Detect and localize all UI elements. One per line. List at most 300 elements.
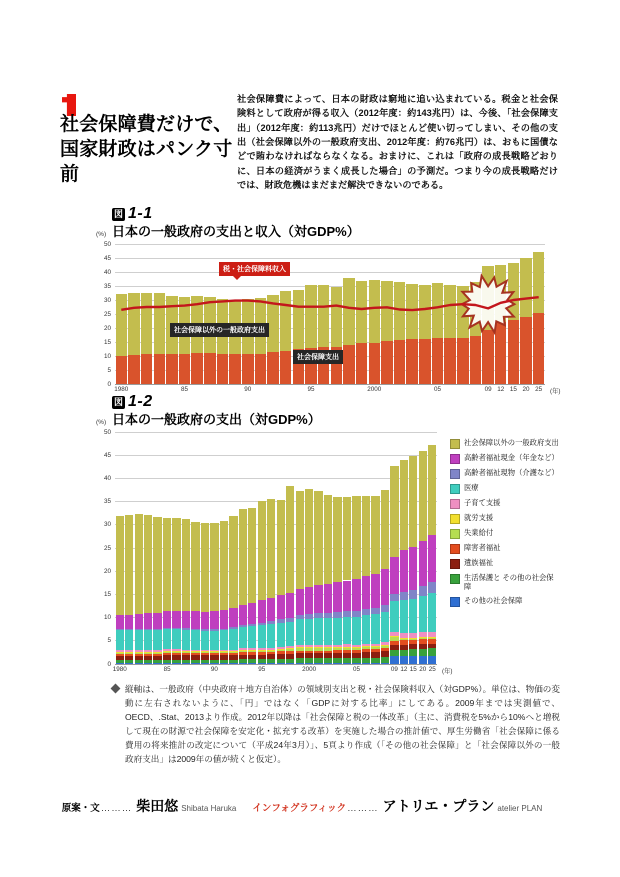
bar-segment — [191, 663, 199, 664]
bar-segment — [239, 659, 247, 662]
bar-segment — [400, 639, 408, 641]
bar-segment — [277, 500, 285, 595]
y-tick-label: 0 — [107, 380, 111, 388]
bar-segment — [116, 615, 124, 629]
bar-segment — [220, 629, 228, 630]
bar-segment — [267, 621, 275, 624]
figure-number: 1-2 — [128, 393, 153, 410]
bar-segment — [369, 343, 380, 384]
bar-segment — [305, 653, 313, 658]
bar-segment — [248, 659, 256, 662]
bar-segment — [314, 613, 322, 618]
bar-segment — [428, 637, 436, 638]
bar-segment — [296, 615, 304, 619]
bar-segment — [153, 652, 161, 654]
bar-segment — [343, 647, 351, 649]
legend-item — [450, 573, 560, 592]
bar-segment — [153, 517, 161, 612]
legend-item — [450, 453, 560, 464]
bar-segment — [470, 282, 481, 336]
bar-segment — [182, 653, 190, 655]
bar-segment — [239, 625, 247, 627]
bar-segment — [428, 639, 436, 644]
bar-segment — [239, 652, 247, 654]
bar-segment — [432, 283, 443, 338]
bar-segment — [144, 515, 152, 613]
bar-segment — [381, 490, 389, 570]
legend-swatch-icon — [450, 574, 460, 584]
bar-segment — [409, 599, 417, 633]
bar-segment — [277, 649, 285, 651]
bar-segment — [248, 624, 256, 626]
bar-segment — [163, 651, 171, 653]
bar-segment — [390, 656, 398, 664]
bar-segment — [258, 648, 266, 650]
bar-segment — [419, 339, 430, 384]
bar-segment — [125, 660, 133, 662]
bar-segment — [409, 644, 417, 649]
bar-segment — [163, 653, 171, 655]
bar-segment — [125, 656, 133, 661]
gridline — [115, 272, 545, 273]
bar-segment — [135, 656, 143, 661]
bar-segment — [457, 286, 468, 338]
bar-segment — [333, 497, 341, 583]
bar-segment — [135, 614, 143, 629]
bar-segment — [305, 658, 313, 662]
bar-segment — [381, 657, 389, 663]
bar-segment — [419, 639, 427, 644]
legend-item — [450, 483, 560, 494]
bar-segment — [135, 629, 143, 630]
bar-segment — [144, 654, 152, 655]
bar-segment — [201, 631, 209, 650]
bar-segment — [191, 660, 199, 663]
figure-number: 1-1 — [128, 205, 153, 222]
bar-segment — [204, 353, 215, 384]
bar-segment — [343, 345, 354, 384]
bar-segment — [343, 663, 351, 664]
bar-segment — [305, 285, 316, 347]
bar-segment — [362, 576, 370, 609]
bar-segment — [182, 611, 190, 628]
bar-segment — [356, 343, 367, 384]
bar-segment — [533, 252, 544, 312]
bar-segment — [210, 653, 218, 655]
bar-segment — [371, 644, 379, 647]
bar-segment — [248, 508, 256, 603]
bar-segment — [210, 652, 218, 653]
bar-segment — [267, 499, 275, 598]
bar-segment — [286, 622, 294, 647]
bar-segment — [381, 645, 389, 647]
bar-segment — [248, 655, 256, 660]
bar-segment — [482, 266, 493, 330]
bar-segment — [352, 663, 360, 664]
bar-segment — [409, 638, 417, 639]
bar-segment — [172, 653, 180, 655]
x-axis-unit: (年) — [442, 668, 453, 675]
note-icon — [111, 684, 121, 694]
x-tick-label: 09 — [390, 666, 398, 673]
bar-segment — [267, 624, 275, 648]
y-tick-label: 20 — [103, 567, 111, 575]
bar-segment — [172, 660, 180, 663]
bar-segment — [362, 615, 370, 644]
bar-segment — [286, 654, 294, 659]
bar-segment — [343, 611, 351, 617]
bar-segment — [305, 489, 313, 588]
x-tick-label: 2000 — [302, 666, 317, 673]
bar-segment — [135, 654, 143, 655]
bar-segment — [371, 652, 379, 658]
x-tick-label: 95 — [307, 386, 315, 393]
bar-segment — [182, 655, 190, 660]
bar-segment — [191, 652, 199, 653]
bar-segment — [362, 609, 370, 615]
y-tick-label: 5 — [107, 637, 111, 645]
y-tick-label: 35 — [103, 282, 111, 290]
bar-segment — [400, 645, 408, 650]
bar-segment — [352, 648, 360, 650]
bar-segment — [125, 615, 133, 629]
bar-segment — [352, 653, 360, 658]
bar-segment — [277, 663, 285, 664]
credit-leader-dots: ……… — [100, 803, 133, 814]
bar-segment — [163, 611, 171, 628]
bar-segment — [116, 356, 127, 384]
bar-segment — [314, 585, 322, 613]
bar-segment — [409, 638, 417, 639]
y-tick-label: 45 — [103, 451, 111, 459]
bar-segment — [400, 650, 408, 656]
bar-segment — [248, 648, 256, 650]
bar-segment — [314, 651, 322, 654]
bar-segment — [318, 285, 329, 347]
bar-segment — [409, 640, 417, 644]
legend-label: その他の社会保障 — [464, 595, 523, 605]
bar-segment — [172, 629, 180, 649]
bar-segment — [201, 660, 209, 663]
bar-segment — [258, 659, 266, 662]
gridline — [115, 455, 437, 456]
bar-segment — [371, 496, 379, 574]
gridline — [115, 244, 545, 245]
bar-segment — [352, 496, 360, 580]
bar-segment — [153, 629, 161, 630]
gridline — [115, 478, 437, 479]
revenue-annotation: 税・社会保障料収入 — [219, 262, 290, 276]
bar-segment — [428, 582, 436, 594]
legend-label: 生活保護と その他の社会保障 — [464, 573, 554, 592]
bar-segment — [428, 648, 436, 655]
bar-segment — [141, 354, 152, 384]
bar-segment — [470, 336, 481, 384]
bar-segment — [409, 590, 417, 599]
bar-segment — [116, 654, 124, 655]
bar-segment — [371, 647, 379, 649]
bar-segment — [533, 313, 544, 384]
bar-segment — [400, 638, 408, 639]
bar-segment — [135, 663, 143, 664]
bar-segment — [381, 648, 389, 652]
bar-segment — [362, 663, 370, 664]
legend-item — [450, 596, 560, 607]
bar-segment — [172, 518, 180, 611]
bar-segment — [220, 650, 228, 651]
bar-segment — [444, 285, 455, 338]
x-tick-label: 15 — [409, 666, 417, 673]
legend-item — [450, 468, 560, 479]
bar-segment — [371, 663, 379, 664]
x-tick-label: 90 — [244, 386, 252, 393]
bar-segment — [409, 547, 417, 590]
bar-segment — [324, 647, 332, 650]
x-tick-label: 20 — [522, 386, 530, 393]
x-tick-label: 1980 — [114, 386, 129, 393]
bar-segment — [400, 656, 408, 664]
bar-segment — [201, 655, 209, 660]
bar-segment — [116, 652, 124, 654]
bar-segment — [324, 651, 332, 654]
legend-label: 医療 — [464, 483, 479, 492]
bar-segment — [125, 663, 133, 664]
bar-segment — [182, 519, 190, 611]
x-tick-label: 20 — [419, 666, 427, 673]
bar-segment — [305, 651, 313, 654]
bar-segment — [419, 586, 427, 596]
bar-segment — [116, 656, 124, 661]
x-tick-label: 25 — [535, 386, 543, 393]
bar-segment — [419, 596, 427, 632]
bar-segment — [406, 284, 417, 340]
bar-segment — [229, 629, 237, 650]
bar-segment — [255, 354, 266, 384]
bar-segment — [400, 600, 408, 633]
bar-segment — [314, 618, 322, 644]
y-tick-label: 40 — [103, 268, 111, 276]
legend-item — [450, 438, 560, 449]
bar-segment — [166, 354, 177, 384]
legend-item — [450, 528, 560, 539]
bar-segment — [258, 623, 266, 625]
bar-segment — [324, 658, 332, 662]
bar-segment — [267, 648, 275, 650]
bar-segment — [381, 612, 389, 642]
bar-segment — [428, 445, 436, 535]
bar-segment — [258, 663, 266, 664]
bar-segment — [201, 663, 209, 664]
bar-segment — [390, 601, 398, 633]
bar-segment — [352, 650, 360, 653]
bar-segment — [258, 652, 266, 654]
bar-segment — [362, 496, 370, 576]
bar-segment — [419, 656, 427, 664]
bar-segment — [210, 663, 218, 664]
bar-segment — [333, 663, 341, 664]
x-tick-label: 95 — [258, 666, 266, 673]
bar-segment — [400, 460, 408, 550]
legend-swatch-icon — [450, 469, 460, 479]
bar-segment — [400, 592, 408, 600]
bar-segment — [277, 651, 285, 653]
bar-segment — [280, 291, 291, 351]
bar-segment — [116, 650, 124, 652]
legend-label: 遺族福祉 — [464, 558, 494, 567]
bar-segment — [135, 652, 143, 654]
bar-segment — [229, 516, 237, 608]
bar-segment — [239, 655, 247, 660]
bar-segment — [371, 614, 379, 643]
bar-segment — [258, 625, 266, 648]
bar-segment — [381, 663, 389, 664]
legend-item — [450, 543, 560, 554]
bar-segment — [277, 654, 285, 659]
bar-segment — [210, 655, 218, 660]
bar-segment — [116, 660, 124, 662]
bar-segment — [419, 632, 427, 637]
bar-segment — [258, 655, 266, 660]
bar-segment — [419, 541, 427, 586]
bar-segment — [324, 645, 332, 647]
x-tick-label: 1980 — [112, 666, 127, 673]
bar-segment — [296, 619, 304, 645]
credit-role-infographic: インフォグラフィック — [252, 803, 347, 814]
bar-segment — [343, 581, 351, 612]
bar-segment — [125, 650, 133, 652]
bar-segment — [419, 285, 430, 339]
bar-segment — [390, 594, 398, 601]
bar-segment — [172, 663, 180, 664]
bar-segment — [220, 630, 228, 650]
legend-label: 失業給付 — [464, 528, 494, 537]
social-security-annotation: 社会保障支出 — [293, 350, 343, 364]
y-tick-label: 0 — [107, 660, 111, 668]
chart1-plot — [103, 240, 561, 395]
credit-studio-name: アトリエ・プラン — [382, 798, 495, 814]
bar-segment — [242, 354, 253, 384]
legend-label: 社会保障以外の一般政府支出 — [464, 438, 559, 447]
footnote — [112, 682, 560, 766]
bar-segment — [324, 613, 332, 618]
bar-segment — [172, 651, 180, 653]
y-tick-label: 25 — [103, 544, 111, 552]
bar-segment — [400, 550, 408, 592]
bar-segment — [495, 322, 506, 384]
bar-segment — [229, 663, 237, 664]
bar-segment — [239, 627, 247, 648]
bar-segment — [154, 293, 165, 353]
bar-segment — [343, 653, 351, 658]
bar-segment — [153, 650, 161, 652]
bar-segment — [153, 613, 161, 629]
bar-segment — [179, 354, 190, 384]
bar-segment — [390, 466, 398, 556]
bar-segment — [428, 593, 436, 631]
bar-segment — [258, 651, 266, 653]
bar-segment — [286, 649, 294, 652]
bar-segment — [314, 663, 322, 664]
bar-segment — [409, 656, 417, 664]
x-tick-label: 12 — [400, 666, 408, 673]
bar-segment — [172, 628, 180, 629]
bar-segment — [457, 338, 468, 384]
bar-segment — [248, 603, 256, 624]
bar-segment — [135, 630, 143, 650]
chart2-y-axis-unit: (%) — [96, 419, 107, 426]
y-tick-label: 10 — [103, 352, 111, 360]
bar-segment — [191, 653, 199, 655]
bar-segment — [381, 605, 389, 611]
legend-label: 障害者福祉 — [464, 543, 501, 552]
bar-segment — [352, 658, 360, 663]
legend-swatch-icon — [450, 484, 460, 494]
bar-segment — [229, 660, 237, 663]
bar-segment — [239, 663, 247, 664]
bar-segment — [520, 258, 531, 317]
credit-studio-name-en: atelier PLAN — [497, 804, 543, 813]
bar-segment — [324, 653, 332, 658]
bar-segment — [248, 626, 256, 648]
bar-segment — [296, 491, 304, 589]
bar-segment — [305, 648, 313, 651]
bar-segment — [390, 637, 398, 641]
bar-segment — [229, 354, 240, 384]
bar-segment — [135, 514, 143, 614]
bar-segment — [154, 354, 165, 384]
bar-segment — [495, 265, 506, 322]
bar-segment — [182, 651, 190, 653]
bar-segment — [153, 654, 161, 655]
bar-segment — [286, 651, 294, 653]
x-tick-label: 90 — [210, 666, 218, 673]
bar-segment — [267, 650, 275, 652]
bar-segment — [419, 638, 427, 639]
x-tick-label: 15 — [509, 386, 517, 393]
bar-segment — [286, 659, 294, 663]
x-axis-unit: (年) — [550, 388, 561, 395]
chart2-legend — [450, 438, 560, 611]
bar-segment — [400, 633, 408, 637]
credit-author-name-en: Shibata Haruka — [181, 804, 237, 813]
bar-segment — [116, 516, 124, 616]
bar-segment — [362, 649, 370, 652]
bar-segment — [419, 644, 427, 649]
bar-segment — [333, 582, 341, 612]
bar-segment — [239, 509, 247, 605]
bar-segment — [296, 645, 304, 647]
x-tick-label: 25 — [428, 666, 436, 673]
bar-segment — [324, 584, 332, 613]
bar-segment — [229, 655, 237, 660]
bar-segment — [356, 281, 367, 343]
bar-segment — [201, 629, 209, 630]
bar-segment — [201, 523, 209, 611]
bar-segment — [394, 340, 405, 384]
bar-segment — [305, 663, 313, 664]
chart2-plot — [103, 428, 453, 675]
bar-segment — [343, 497, 351, 580]
bar-segment — [362, 644, 370, 647]
bar-segment — [163, 660, 171, 663]
legend-swatch-icon — [450, 559, 460, 569]
bar-segment — [352, 611, 360, 617]
bar-segment — [163, 663, 171, 664]
bar-segment — [191, 353, 202, 384]
bar-segment — [409, 456, 417, 546]
bar-segment — [217, 354, 228, 384]
bar-segment — [153, 656, 161, 661]
